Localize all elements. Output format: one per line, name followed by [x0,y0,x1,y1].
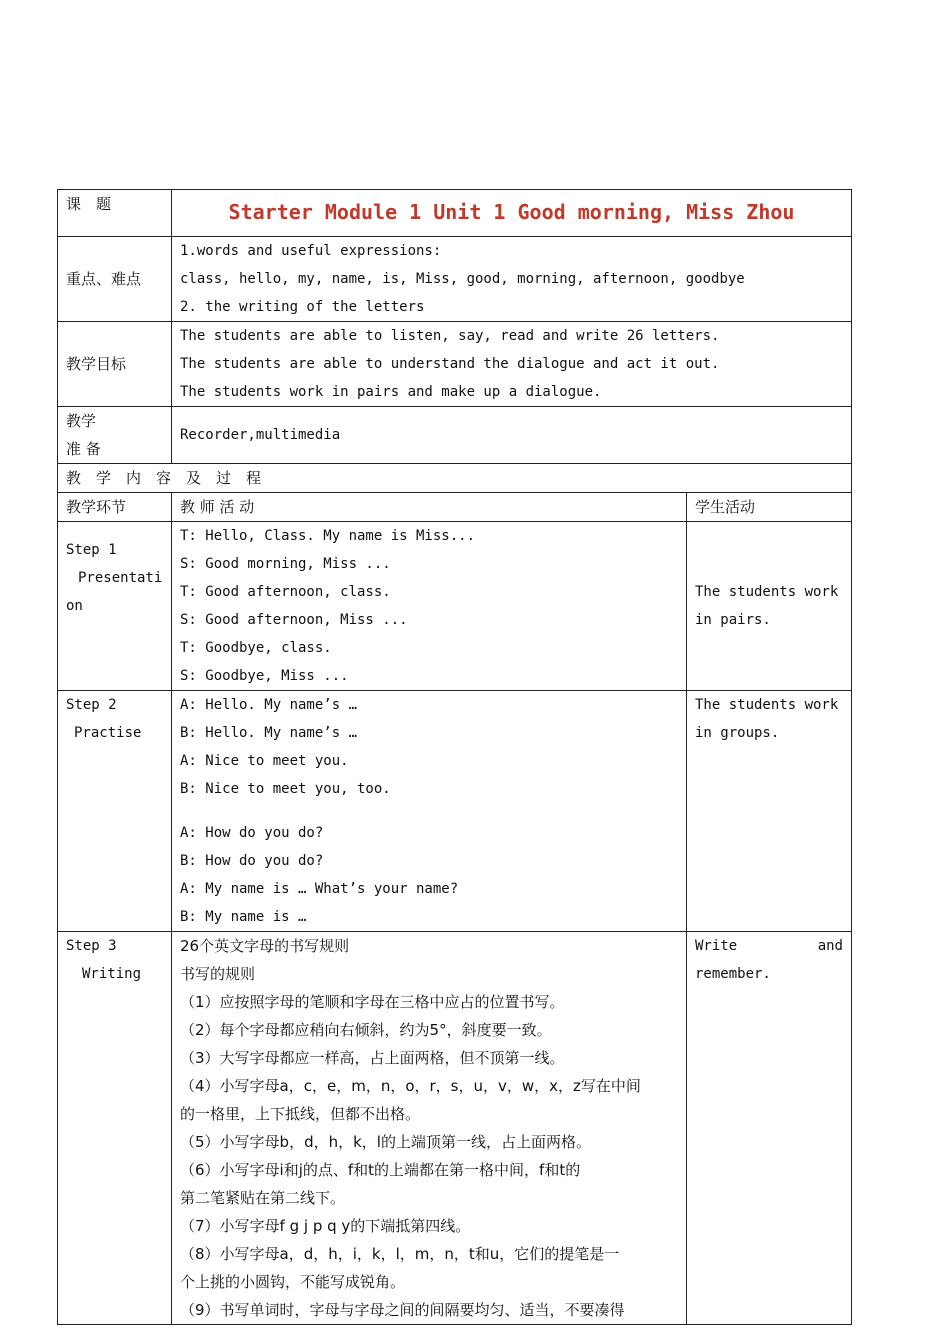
writing-rule-line: 第二笔紧贴在第二线下。 [180,1189,346,1207]
student-activity-line: remember. [695,966,771,982]
step-number: Step 3 [66,938,117,954]
dialogue-line: S: Goodbye, Miss ... [180,668,349,684]
step-stage [58,932,172,1325]
key-points-line: 1.words and useful expressions: [180,243,442,259]
step-name: Writing [82,966,142,982]
dialogue-line: B: Hello. My name’s … [180,725,358,741]
preparation-row [58,407,852,464]
preparation-label [58,407,172,464]
key-points-line: class, hello, my, name, is, Miss, good, morning, afternoon, goodbye [180,271,745,287]
column-stage: 教学环节 [58,493,172,522]
step-name: Practise [74,725,142,741]
preparation-label-line2: 准 备 [66,440,101,458]
process-heading-row [58,464,852,493]
dialogue-line: B: Nice to meet you, too. [180,781,391,797]
writing-rule-line: （8）小写字母a，d，h，i，k，l，m，n，t和u，它们的提笔是一 [180,1245,620,1263]
process-heading: 教 学 内 容 及 过 程 [58,464,852,493]
writing-rule-line: 26个英文字母的书写规则 [180,937,350,955]
dialogue-line: A: Nice to meet you. [180,753,349,769]
dialogue-line: A: Hello. My name’s … [180,697,358,713]
dialogue-line: A: How do you do? [180,825,324,841]
lesson-title: Starter Module 1 Unit 1 Good morning, Miss Zhou [172,190,852,237]
writing-rule-line: （9）书写单词时，字母与字母之间的间隔要均匀、适当，不要凑得 [180,1301,625,1319]
student-activity-line [695,932,843,960]
writing-rule-line: （6）小写字母i和j的点、f和t的上端都在第一格中间，f和t的 [180,1161,581,1179]
student-activity [687,691,852,932]
step-row [58,691,852,932]
title-row [58,190,852,237]
writing-rule-line: 个上挑的小圆钩，不能写成锐角。 [180,1273,406,1291]
preparation-label-line1: 教学 [66,412,97,430]
column-teacher: 教 师 活 动 [172,493,687,522]
dialogue-line: S: Good morning, Miss ... [180,556,391,572]
step-stage [58,522,172,691]
writing-rule-line: 的一格里，上下抵线，但都不出格。 [180,1105,421,1123]
step-number: Step 1 [66,542,117,558]
step-stage [58,691,172,932]
step-row [58,522,852,691]
student-activity-line: The students work [695,697,839,713]
student-activity-word: Write [695,938,738,954]
key-points-content [172,237,852,322]
teacher-activity [172,522,687,691]
student-activity-line: in pairs. [695,612,771,628]
topic-label: 课 题 [58,190,172,237]
column-student: 学生活动 [687,493,852,522]
teacher-activity [172,932,687,1325]
student-activity [687,932,852,1325]
objective-line: The students are able to listen, say, read and write 26 letters. [180,328,720,344]
writing-rule-line: 书写的规则 [180,965,256,983]
objectives-row [58,322,852,407]
dialogue-line: B: My name is … [180,909,307,925]
lesson-plan-table [57,189,852,1325]
student-activity-line: The students work [695,584,839,600]
step-name: Presentati [78,570,163,586]
dialogue-line: A: My name is … What’s your name? [180,881,459,897]
student-activity-line: in groups. [695,725,780,741]
key-points-line: 2. the writing of the letters [180,299,425,315]
writing-rule-line: （3）大写字母都应一样高，占上面两格，但不顶第一线。 [180,1049,565,1067]
dialogue-line: T: Goodbye, class. [180,640,332,656]
dialogue-line: T: Hello, Class. My name is Miss... [180,528,476,544]
dialogue-line: S: Good afternoon, Miss ... [180,612,408,628]
teacher-activity [172,691,687,932]
objectives-content [172,322,852,407]
writing-rule-line: （5）小写字母b，d，h，k，l的上端顶第一线，占上面两格。 [180,1133,591,1151]
lesson-plan-sheet [57,189,851,1325]
writing-rule-line: （7）小写字母f g j p q y的下端抵第四线。 [180,1217,471,1235]
key-points-row [58,237,852,322]
dialogue-gap [180,803,678,819]
writing-rule-line: （1）应按照字母的笔顺和字母在三格中应占的位置书写。 [180,993,565,1011]
objective-line: The students work in pairs and make up a dialogue. [180,384,602,400]
column-header-row [58,493,852,522]
objectives-label: 教学目标 [58,322,172,407]
objective-line: The students are able to understand the dialogue and act it out. [180,356,720,372]
preparation-value: Recorder,multimedia [172,407,852,464]
dialogue-line: B: How do you do? [180,853,324,869]
student-activity-word: and [817,938,843,954]
key-points-label: 重点、难点 [58,237,172,322]
writing-rule-line: （4）小写字母a，c，e，m，n，o，r，s，u，v，w，x，z写在中间 [180,1077,641,1095]
student-activity [687,522,852,691]
writing-rule-line: （2）每个字母都应稍向右倾斜，约为5°，斜度要一致。 [180,1021,552,1039]
step-number: Step 2 [66,697,117,713]
step-row [58,932,852,1325]
step-name-cont: on [66,598,83,614]
dialogue-line: T: Good afternoon, class. [180,584,391,600]
